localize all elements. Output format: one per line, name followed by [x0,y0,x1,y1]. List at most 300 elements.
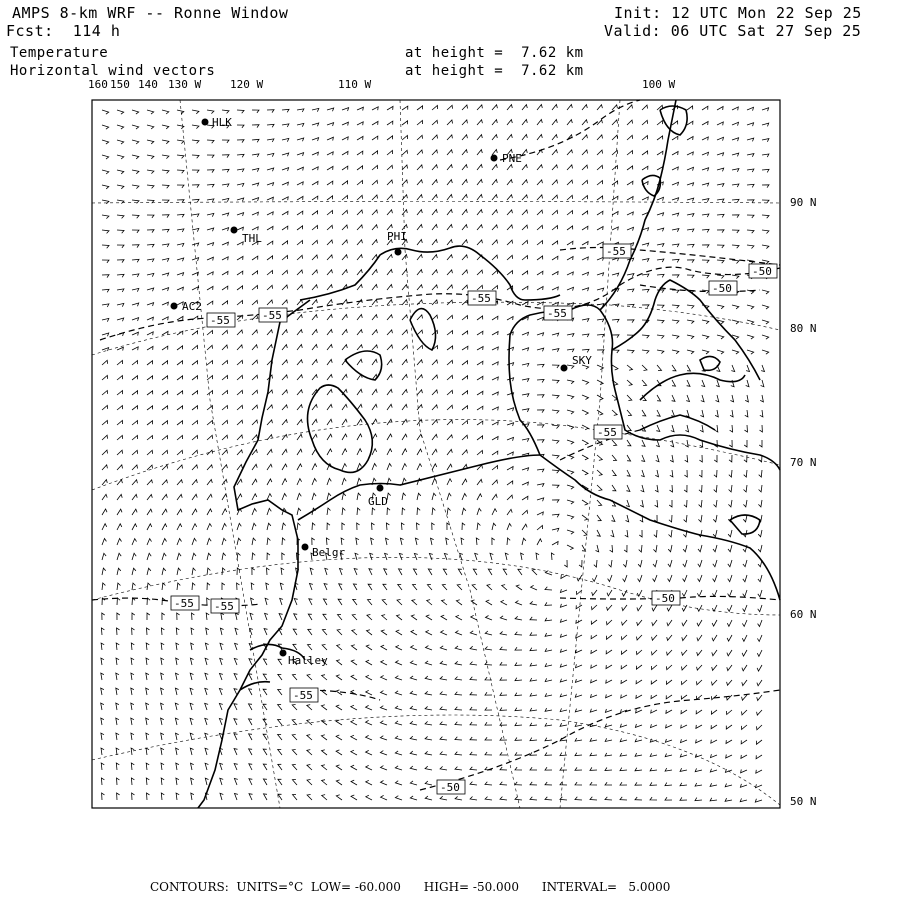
wind-barb [537,395,544,398]
wind-barb [560,753,567,756]
wind-barb [552,256,558,260]
wind-barb [725,798,732,801]
wind-barb [440,646,447,650]
wind-barb [237,523,241,530]
wind-barb [545,648,552,651]
wind-barb [447,165,452,170]
wind-barb [582,425,588,430]
wind-barb [627,395,632,401]
wind-barb [761,380,764,387]
wind-barb [666,710,672,714]
wind-barb [417,300,422,305]
wind-barb [367,615,372,621]
height-temperature: at height = 7.62 km [405,45,584,61]
wind-barb [207,213,214,216]
wind-barb [537,225,543,230]
wind-barb [597,288,604,291]
wind-barb [117,450,123,455]
wind-barb [117,260,124,263]
wind-barb [192,553,196,560]
wind-barb [712,620,717,626]
wind-barb [395,796,402,800]
wind-barb [402,106,408,110]
wind-barb [278,794,282,800]
wind-barb [702,106,708,110]
wind-barb [575,679,582,682]
wind-barb [507,120,512,125]
wind-barb [697,635,702,641]
wind-barb [366,690,372,695]
wind-barb [336,675,342,680]
wind-barb [207,331,213,336]
wind-barb [687,260,694,263]
wind-barb [462,270,468,275]
wind-barb [698,515,702,522]
wind-barb [530,738,537,741]
wind-barb [207,568,210,575]
wind-barb [713,515,717,522]
wind-barb [590,753,597,756]
wind-barb [457,585,462,591]
wind-barb [381,691,388,695]
wind-barb [642,289,649,292]
wind-barb [582,165,588,170]
wind-barb [492,407,498,411]
wind-barb [222,330,228,335]
wind-barb [101,763,104,770]
wind-barb [132,509,137,515]
wind-barb [702,320,709,324]
wind-barb [552,150,557,155]
wind-barb [462,450,467,455]
wind-barb [146,673,149,680]
wind-barb [713,560,717,567]
wind-barb [641,455,644,461]
wind-barb [582,226,588,230]
wind-barb [222,391,228,396]
wind-barb [222,242,228,245]
wind-barb [205,703,208,710]
wind-barb [743,590,747,597]
wind-barb [582,410,588,415]
coastlines [198,100,780,808]
wind-barb [605,768,612,771]
wind-barb [560,604,567,607]
wind-barb [342,181,348,185]
wind-barb [263,674,267,680]
wind-barb [402,165,408,170]
wind-barb [207,243,214,246]
wind-barb [582,272,589,275]
wind-barb [428,569,432,575]
wind-barb [357,523,360,530]
wind-barb [417,493,421,500]
wind-barb [447,331,453,335]
wind-barb [117,613,120,620]
wind-barb [322,645,327,651]
wind-barb [447,464,452,470]
wind-barb [312,285,317,290]
wind-barb [627,212,633,215]
wind-barb [267,568,270,575]
wind-barb [575,723,582,726]
wind-barb [440,722,447,725]
wind-barb [297,270,303,275]
wind-barb [251,583,254,590]
wind-barb [162,480,167,485]
wind-barb [132,406,138,410]
wind-barb [730,410,733,417]
wind-barb [382,600,387,606]
wind-barb [492,538,495,545]
wind-barb [312,405,317,411]
wind-barb [695,783,702,786]
wind-barb [297,138,304,141]
wind-barb [297,196,303,200]
wind-barb [117,421,123,426]
wind-barb [657,121,663,125]
wind-barb [146,688,149,695]
wind-barb [425,796,432,800]
wind-barb [342,196,348,201]
wind-barb [638,575,642,582]
wind-barb [117,583,121,590]
wind-barb [470,662,477,665]
wind-barb [399,569,403,575]
wind-barb [666,695,672,699]
wind-barb [666,665,672,670]
wind-barb [417,345,423,350]
wind-barb [357,493,361,500]
wind-barb [537,135,542,141]
wind-barb [432,420,437,425]
wind-barb [567,287,574,290]
wind-barb [522,240,528,245]
wind-barb [440,737,447,740]
wind-barb [252,523,256,530]
wind-barb [282,109,289,112]
wind-barb [492,392,498,395]
wind-barb [447,195,452,201]
wind-barb [132,421,138,425]
wind-barb [342,345,347,350]
wind-barb [440,752,447,756]
wind-barb [357,195,363,200]
wind-barb [567,211,573,215]
wind-barb [612,410,617,415]
wind-barb [758,530,762,537]
wind-barb [192,155,199,158]
wind-barb [237,271,243,275]
wind-barb [582,319,589,322]
wind-barb [192,214,199,217]
wind-barb [606,665,612,669]
wind-barb [192,509,197,515]
wind-barb [522,482,528,485]
wind-barb [132,613,135,620]
wind-barb [327,300,332,305]
wind-barb [191,778,194,785]
wind-barb [742,710,748,715]
wind-barb [351,675,357,680]
wind-barb [667,650,672,655]
wind-barb [278,689,282,695]
wind-barb [278,674,282,680]
wind-barb [267,197,273,200]
wind-barb [131,643,134,650]
wind-barb [402,285,407,290]
wind-barb [762,230,769,234]
wind-barb [745,395,748,402]
wind-barb [102,793,105,800]
wind-barb [624,545,627,552]
wind-barb [492,180,497,186]
wind-barb [117,361,123,366]
wind-barb [744,440,747,447]
wind-barb [207,155,214,158]
wind-barb [410,691,417,695]
wind-barb [507,495,513,500]
wind-barb [297,360,302,365]
wind-barb [582,257,588,260]
wind-barb [351,750,357,755]
wind-barb [447,508,451,515]
wind-barb [175,718,178,725]
wind-barb [252,227,258,230]
wind-barb [308,644,313,650]
lon-label-150: 150 [110,78,130,91]
wind-barb [762,245,769,249]
wind-barb [176,748,179,755]
wind-barb [537,333,544,336]
wind-barb [732,215,739,218]
wind-barb [297,255,303,260]
wind-barb [282,538,285,545]
wind-barb [485,631,492,635]
station-belgr [302,544,346,560]
wind-barb [762,215,769,218]
wind-barb [447,315,453,320]
wind-barb [355,553,358,560]
wind-barb [699,500,702,507]
wind-barb [462,285,468,290]
wind-barb [757,665,762,671]
wind-barb [642,380,647,386]
wind-barb [462,120,467,125]
wind-barb [357,240,362,245]
wind-barb [192,199,199,202]
wind-barb [322,629,327,635]
wind-barb [410,751,417,755]
wind-barb [425,721,432,725]
wind-barb [282,449,287,455]
wind-barb [740,798,747,801]
wind-barb [762,139,769,142]
wind-barb [396,661,403,666]
wind-barb [591,679,597,682]
wind-barb [387,404,392,410]
wind-barb [477,135,482,140]
wind-barb [192,583,195,590]
wind-barb [492,255,498,260]
wind-barb [683,575,687,582]
wind-barb [672,136,678,140]
wind-barb [401,523,404,530]
wind-barb [386,538,389,545]
wind-barb [447,180,452,185]
wind-barb [641,470,644,477]
wind-barb [432,135,438,140]
wind-barb [264,794,268,800]
wind-barb [395,691,402,695]
wind-barb [515,752,522,755]
wind-barb [117,245,124,248]
wind-barb [577,575,582,581]
wind-barb [132,494,137,500]
wind-barb [699,470,702,477]
wind-barb [455,661,462,665]
wind-barb [417,225,422,231]
wind-barb [447,225,452,231]
wind-barb [177,524,182,530]
wind-barb [606,635,612,639]
wind-barb [372,389,377,395]
svg-text:-55: -55 [471,292,491,305]
wind-barb [162,215,169,218]
wind-barb [608,575,612,582]
wind-barb [470,737,477,740]
wind-barb [327,419,332,425]
wind-barb [687,183,694,186]
wind-barb [352,615,357,621]
wind-barb [627,181,633,185]
wind-barb [597,515,601,521]
wind-barb [743,500,747,507]
wind-barb [596,545,599,552]
wind-barb [477,240,482,245]
wind-barb [605,738,612,741]
wind-barb [342,270,347,275]
wind-barb [714,455,717,462]
wind-barb [447,420,453,425]
wind-barb [192,110,199,114]
wind-barb [552,180,558,185]
wind-barb [321,705,327,710]
wind-barb [744,470,747,477]
wind-barb [537,210,543,215]
wind-barb [730,395,733,402]
wind-barb [597,165,603,170]
wind-barb [462,479,467,485]
wind-barb [176,628,179,635]
wind-barb [292,779,297,785]
wind-barb [592,575,597,581]
wind-barb [612,120,618,125]
wind-barb [192,361,198,365]
wind-barb [342,434,347,440]
wind-barb [651,665,657,670]
wind-barb [650,797,657,800]
wind-barb [507,524,511,531]
wind-barb [132,259,139,262]
wind-barb [713,590,718,596]
wind-barb [207,184,214,187]
wind-barb [728,530,732,537]
wind-barb [432,360,438,365]
wind-barb [176,673,179,680]
wind-barb [263,779,267,785]
wind-barb [730,425,733,432]
wind-barb [417,210,422,215]
wind-barb [552,195,558,200]
wind-barb [714,470,717,477]
wind-barb [443,569,447,575]
wind-barb [338,599,342,605]
wind-barb [726,725,732,729]
wind-barb [147,613,150,620]
wind-barb [282,138,289,141]
wind-barb [732,184,739,187]
wind-barb [552,135,557,140]
wind-barb [627,227,634,230]
wind-barb [432,120,438,125]
wind-barb [485,692,492,695]
wind-barb [132,125,139,129]
wind-barb [530,797,537,800]
wind-barb [567,485,574,489]
wind-barb [462,421,468,426]
wind-barb [207,345,213,350]
wind-barb [522,468,529,471]
wind-barb [432,150,437,155]
wind-barb [426,630,432,635]
wind-barb [507,225,513,230]
wind-barb [740,784,747,787]
wind-barb [507,408,514,411]
wind-barb [746,380,749,387]
wind-barb [665,783,672,786]
wind-barb [267,124,274,127]
wind-barb [522,180,527,185]
wind-barb [207,391,213,395]
wind-barb [293,644,297,650]
wind-barb [743,605,747,612]
wind-barb [237,256,243,260]
wind-barb [575,782,582,785]
wind-barb [237,125,244,128]
wind-barb [116,688,119,695]
wind-barb [162,553,166,560]
wind-barb [101,748,104,755]
wind-barb [297,330,302,335]
wind-barb [741,755,747,759]
wind-barb [462,105,468,110]
wind-barb [387,300,392,305]
wind-barb [666,680,672,684]
svg-text:-55: -55 [606,245,626,258]
wind-barb [381,795,387,800]
wind-barb [337,660,343,665]
wind-barb [470,677,477,680]
wind-barb [701,395,704,402]
wind-barb [657,197,664,200]
wind-barb [220,628,223,635]
wind-barb [297,508,301,515]
wind-barb [278,659,282,665]
wind-barb [338,614,343,620]
wind-barb [682,635,687,641]
wind-barb [687,229,694,232]
